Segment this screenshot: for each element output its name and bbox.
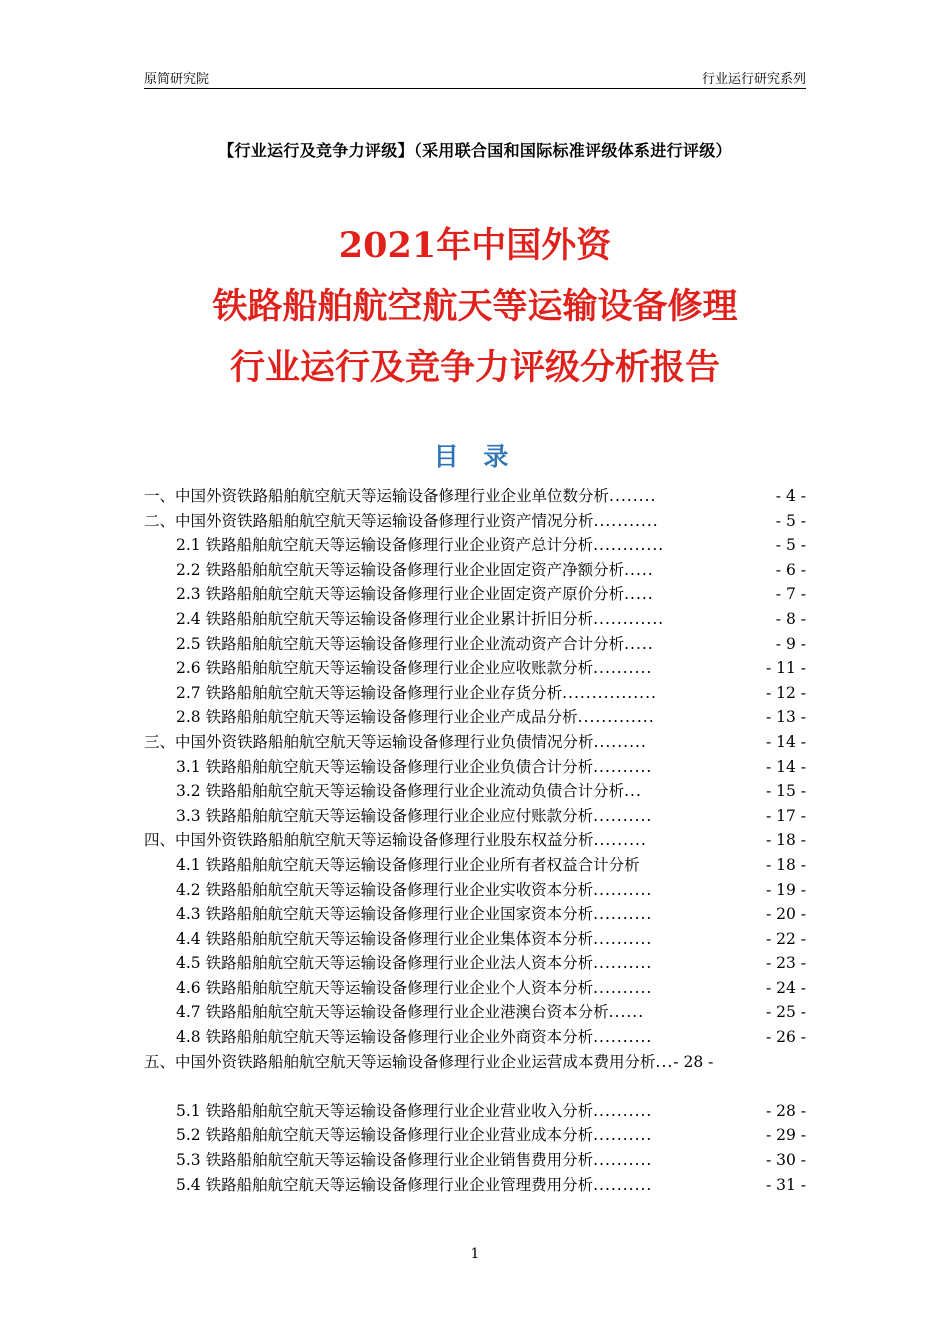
toc-entry-text: 一、中国外资铁路船舶航空航天等运输设备修理行业企业单位数分析 — [144, 487, 610, 505]
toc-entry[interactable] — [144, 853, 806, 878]
toc-entry[interactable] — [144, 632, 806, 657]
toc-entry-leader — [640, 853, 766, 878]
toc-entry-page: - 18 - — [765, 831, 806, 850]
toc-entry-text: 五、中国外资铁路船舶航空航天等运输设备修理行业企业运营成本费用分析 — [144, 1052, 656, 1071]
toc-entry-page: - 15 - — [765, 782, 806, 801]
toc-entry-text: 2.4 铁路船舶航空航天等运输设备修理行业企业累计折旧分析 — [176, 609, 594, 628]
toc-entry-leader: ........... — [593, 511, 659, 530]
toc-entry[interactable] — [144, 951, 806, 976]
toc-entry-page: - 18 - — [765, 855, 806, 874]
page-number: 1 — [470, 1246, 480, 1262]
toc-entry[interactable] — [144, 1148, 806, 1173]
toc-heading: 目 录 — [433, 442, 517, 471]
toc-entry-leader: ... — [624, 782, 642, 801]
toc-entry-text: 4.4 铁路船舶航空航天等运输设备修理行业企业集体资本分析 — [176, 929, 594, 948]
toc-entry-leader: ... — [655, 1052, 674, 1071]
toc-entry[interactable] — [144, 878, 806, 903]
toc-entry-text: 2.5 铁路船舶航空航天等运输设备修理行业企业流动资产合计分析 — [176, 634, 625, 653]
toc-entry-page: - 23 - — [765, 954, 806, 973]
toc-entry-leader: .......... — [593, 1151, 653, 1170]
toc-entry-leader: ..... — [624, 585, 654, 604]
toc-entry-leader: .......... — [593, 806, 653, 825]
toc-entry-leader: ................ — [562, 683, 657, 702]
toc-entry-leader: ........ — [609, 487, 657, 505]
toc-entry-leader: ...... — [608, 1003, 645, 1022]
header-series-name: 行业运行研究系列 — [701, 72, 806, 87]
toc-entry[interactable] — [144, 779, 806, 804]
toc-entry-page: - 11 - — [765, 659, 806, 678]
toc-entry-page: - 29 - — [765, 1126, 806, 1145]
toc-entry[interactable] — [144, 1173, 806, 1198]
report-title-line-2: 铁路船舶航空航天等运输设备修理 — [212, 286, 738, 327]
toc-entry[interactable] — [144, 927, 806, 952]
toc-entry-leader: .......... — [593, 1175, 653, 1194]
toc-entry[interactable] — [144, 902, 806, 927]
page-header — [144, 66, 806, 89]
toc-entry-text: 4.6 铁路船舶航空航天等运输设备修理行业企业个人资本分析 — [176, 978, 594, 997]
toc-entry-leader: .......... — [593, 757, 653, 776]
toc-entry-leader: .......... — [593, 929, 653, 948]
toc-entry-text: 2.6 铁路船舶航空航天等运输设备修理行业企业应收账款分析 — [176, 659, 594, 678]
toc-entry-leader: ............ — [593, 536, 665, 555]
report-title-line-3: 行业运行及竞争力评级分析报告 — [229, 347, 720, 388]
table-of-contents — [144, 484, 806, 1197]
toc-entry[interactable] — [144, 804, 806, 829]
toc-entry-text: 4.3 铁路船舶航空航天等运输设备修理行业企业国家资本分析 — [176, 905, 594, 924]
toc-entry-page: - 12 - — [765, 683, 806, 702]
toc-entry[interactable] — [144, 484, 806, 509]
toc-entry-text: 2.3 铁路船舶航空航天等运输设备修理行业企业固定资产原价分析 — [176, 585, 625, 604]
toc-entry-page: - 26 - — [765, 1028, 806, 1047]
toc-entry-text: 5.3 铁路船舶航空航天等运输设备修理行业企业销售费用分析 — [176, 1151, 594, 1170]
toc-entry-leader: .......... — [593, 905, 653, 924]
toc-entry[interactable] — [144, 1000, 806, 1025]
toc-entry-page: - 13 - — [765, 708, 806, 727]
toc-entry-page: - 4 - — [775, 487, 806, 505]
toc-entry-page: - 31 - — [765, 1175, 806, 1194]
toc-entry-leader: ..... — [624, 560, 654, 579]
toc-entry-text: 5.1 铁路船舶航空航天等运输设备修理行业企业营业收入分析 — [176, 1101, 594, 1120]
toc-entry[interactable] — [144, 607, 806, 632]
toc-entry-text: 4.1 铁路船舶航空航天等运输设备修理行业企业所有者权益合计分析 — [176, 855, 640, 874]
toc-entry-page: - 5 - — [775, 511, 806, 530]
toc-entry-page: - 28 - — [673, 1052, 714, 1071]
toc-entry[interactable] — [144, 1025, 806, 1050]
toc-entry-leader: ............. — [577, 708, 655, 727]
toc-entry-page: - 14 - — [765, 757, 806, 776]
toc-entry-page: - 6 - — [775, 560, 806, 579]
toc-entry[interactable] — [144, 582, 806, 607]
report-title-line-1: 2021年中国外资 — [338, 225, 612, 266]
toc-entry-page: - 19 - — [765, 880, 806, 899]
toc-entry[interactable] — [144, 558, 806, 583]
toc-entry-text: 4.2 铁路船舶航空航天等运输设备修理行业企业实收资本分析 — [176, 880, 594, 899]
toc-entry[interactable] — [144, 509, 806, 534]
toc-entry-text: 2.1 铁路船舶航空航天等运输设备修理行业企业资产总计分析 — [176, 536, 594, 555]
toc-entry[interactable] — [144, 976, 806, 1001]
toc-entry-text: 3.2 铁路船舶航空航天等运输设备修理行业企业流动负债合计分析 — [176, 782, 625, 801]
toc-entry-text: 2.7 铁路船舶航空航天等运输设备修理行业企业存货分析 — [176, 683, 563, 702]
toc-entry-text: 4.7 铁路船舶航空航天等运输设备修理行业企业港澳台资本分析 — [176, 1003, 609, 1022]
toc-entry-text: 2.2 铁路船舶航空航天等运输设备修理行业企业固定资产净额分析 — [176, 560, 625, 579]
toc-entry[interactable] — [144, 681, 806, 706]
toc-entry-text: 4.8 铁路船舶航空航天等运输设备修理行业企业外商资本分析 — [176, 1028, 594, 1047]
toc-entry-text: 三、中国外资铁路船舶航空航天等运输设备修理行业负债情况分析 — [144, 732, 594, 751]
toc-entry-text: 3.3 铁路船舶航空航天等运输设备修理行业企业应付账款分析 — [176, 806, 594, 825]
toc-entry-leader: .......... — [593, 1126, 653, 1145]
toc-entry-page: - 7 - — [775, 585, 806, 604]
toc-entry-page: - 14 - — [765, 732, 806, 751]
toc-entry-leader: .......... — [593, 1028, 653, 1047]
toc-entry[interactable] — [144, 730, 806, 755]
toc-entry-text: 4.5 铁路船舶航空航天等运输设备修理行业企业法人资本分析 — [176, 954, 594, 973]
toc-entry-leader: .......... — [593, 659, 653, 678]
toc-entry[interactable] — [144, 533, 806, 558]
toc-entry[interactable] — [144, 656, 806, 681]
report-subtitle: 【行业运行及竞争力评级】（采用联合国和国际标准评级体系进行评级） — [218, 141, 732, 160]
toc-entry-leader: ......... — [593, 831, 647, 850]
toc-entry-page: - 24 - — [765, 978, 806, 997]
toc-entry-text: 2.8 铁路船舶航空航天等运输设备修理行业企业产成品分析 — [176, 708, 578, 727]
toc-entry-leader: ......... — [593, 732, 647, 751]
toc-entry[interactable] — [144, 1050, 806, 1099]
toc-entry-leader: ..... — [624, 634, 654, 653]
toc-entry-text: 四、中国外资铁路船舶航空航天等运输设备修理行业股东权益分析 — [144, 831, 594, 850]
toc-entry[interactable] — [144, 1099, 806, 1124]
toc-entry-page: - 17 - — [765, 806, 806, 825]
toc-entry-page: - 8 - — [775, 609, 806, 628]
toc-entry-page: - 30 - — [765, 1151, 806, 1170]
toc-entry-text: 3.1 铁路船舶航空航天等运输设备修理行业企业负债合计分析 — [176, 757, 594, 776]
toc-entry-leader: .......... — [593, 880, 653, 899]
toc-entry-page: - 25 - — [765, 1003, 806, 1022]
toc-entry-text: 5.4 铁路船舶航空航天等运输设备修理行业企业管理费用分析 — [176, 1175, 594, 1194]
toc-entry-leader: .......... — [593, 954, 653, 973]
toc-entry-page: - 22 - — [765, 929, 806, 948]
toc-entry[interactable] — [144, 1123, 806, 1148]
toc-entry-leader: .......... — [593, 978, 653, 997]
toc-entry[interactable] — [144, 755, 806, 780]
toc-entry[interactable] — [144, 705, 806, 730]
toc-entry-page: - 9 - — [775, 634, 806, 653]
toc-entry[interactable] — [144, 828, 806, 853]
toc-entry-page: - 20 - — [765, 905, 806, 924]
toc-entry-page: - 28 - — [765, 1101, 806, 1120]
toc-entry-text: 5.2 铁路船舶航空航天等运输设备修理行业企业营业成本分析 — [176, 1126, 594, 1145]
toc-entry-page: - 5 - — [775, 536, 806, 555]
toc-entry-text: 二、中国外资铁路船舶航空航天等运输设备修理行业资产情况分析 — [144, 511, 594, 530]
toc-entry-leader: .......... — [593, 1101, 653, 1120]
header-org-name: 原简研究院 — [144, 72, 210, 87]
toc-entry-leader: ............ — [593, 609, 665, 628]
